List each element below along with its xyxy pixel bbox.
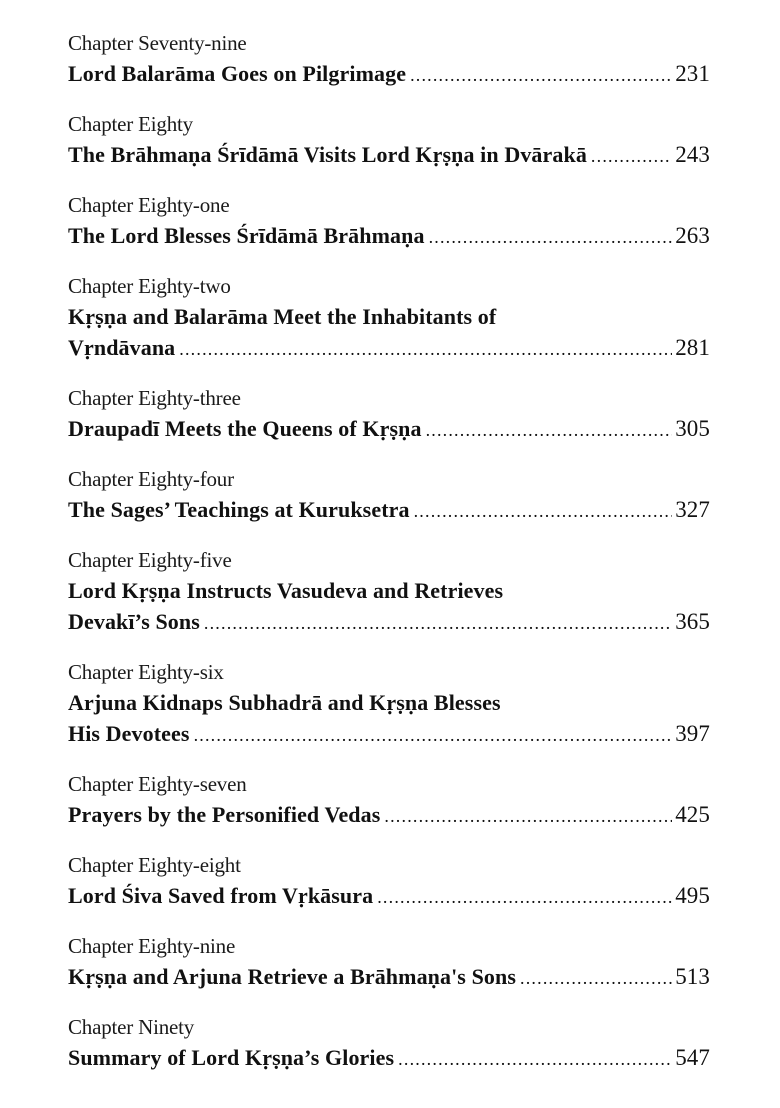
- dot-leader: [194, 720, 673, 751]
- toc-entry: [68, 383, 710, 444]
- chapter-title: Lord Balarāma Goes on Pilgrimage: [68, 61, 407, 86]
- dot-leader: [520, 963, 672, 994]
- page-number: 365: [675, 609, 710, 634]
- toc-entry: [68, 931, 710, 992]
- chapter-title: Summary of Lord Kṛṣṇa’s Glories: [68, 1045, 395, 1070]
- toc-link[interactable]: [68, 220, 710, 251]
- toc-link[interactable]: [68, 606, 710, 637]
- page-number: 547: [675, 1045, 710, 1070]
- dot-leader: [429, 222, 673, 253]
- toc-link[interactable]: [68, 332, 710, 363]
- toc-link[interactable]: [68, 494, 710, 525]
- toc-link[interactable]: [68, 799, 710, 830]
- toc-link[interactable]: [68, 961, 710, 992]
- dot-leader: [410, 60, 672, 91]
- page-number: 281: [675, 335, 710, 360]
- dot-leader: [414, 496, 673, 527]
- page-number: 243: [675, 142, 710, 167]
- chapter-title: The Sages’ Teachings at Kuruksetra: [68, 497, 410, 522]
- chapter-title-line-1[interactable]: Arjuna Kidnaps Subhadrā and Kṛṣṇa Blesses: [68, 690, 501, 715]
- page-number: 495: [675, 883, 710, 908]
- toc-entry: [68, 1012, 710, 1073]
- toc-entry: [68, 464, 710, 525]
- chapter-label: Chapter Eighty-four: [68, 467, 234, 491]
- chapter-title-line-2: Vṛndāvana: [68, 335, 176, 360]
- dot-leader: [426, 415, 673, 446]
- dot-leader: [591, 141, 672, 172]
- dot-leader: [179, 334, 672, 365]
- toc-entry: [68, 109, 710, 170]
- chapter-label: Chapter Seventy-nine: [68, 31, 247, 55]
- chapter-label: Chapter Eighty-nine: [68, 934, 236, 958]
- dot-leader: [204, 608, 672, 639]
- chapter-title: Prayers by the Personified Vedas: [68, 802, 381, 827]
- chapter-label: Chapter Eighty-six: [68, 660, 224, 684]
- toc-link[interactable]: [68, 880, 710, 911]
- toc-entry: [68, 190, 710, 251]
- chapter-label: Chapter Eighty: [68, 112, 193, 136]
- toc-entry: [68, 28, 710, 89]
- dot-leader: [377, 882, 672, 913]
- chapter-label: Chapter Eighty-seven: [68, 772, 247, 796]
- chapter-title: Draupadī Meets the Queens of Kṛṣṇa: [68, 416, 422, 441]
- table-of-contents: [68, 28, 710, 1093]
- dot-leader: [384, 801, 672, 832]
- toc-link[interactable]: [68, 413, 710, 444]
- chapter-title: Kṛṣṇa and Arjuna Retrieve a Brāhmaṇa's Sons: [68, 964, 517, 989]
- chapter-title-line-1[interactable]: Kṛṣṇa and Balarāma Meet the Inhabitants of: [68, 304, 497, 329]
- page-number: 305: [675, 416, 710, 441]
- chapter-title: The Lord Blesses Śrīdāmā Brāhmaṇa: [68, 223, 425, 248]
- chapter-label: Chapter Ninety: [68, 1015, 195, 1039]
- page-number: 513: [675, 964, 710, 989]
- toc-entry: [68, 271, 710, 363]
- chapter-label: Chapter Eighty-five: [68, 548, 232, 572]
- toc-link[interactable]: [68, 139, 710, 170]
- toc-link[interactable]: [68, 718, 710, 749]
- toc-entry: [68, 769, 710, 830]
- page-number: 263: [675, 223, 710, 248]
- page-number: 397: [675, 721, 710, 746]
- dot-leader: [398, 1044, 672, 1075]
- chapter-title-line-2: His Devotees: [68, 721, 190, 746]
- chapter-label: Chapter Eighty-eight: [68, 853, 241, 877]
- chapter-label: Chapter Eighty-two: [68, 274, 231, 298]
- toc-link[interactable]: [68, 58, 710, 89]
- chapter-label: Chapter Eighty-one: [68, 193, 230, 217]
- chapter-label: Chapter Eighty-three: [68, 386, 241, 410]
- toc-link[interactable]: [68, 1042, 710, 1073]
- chapter-title-line-2: Devakī’s Sons: [68, 609, 200, 634]
- page-number: 231: [675, 61, 710, 86]
- page-number: 327: [675, 497, 710, 522]
- toc-entry: [68, 545, 710, 637]
- chapter-title: Lord Śiva Saved from Vṛkāsura: [68, 883, 374, 908]
- chapter-title: The Brāhmaṇa Śrīdāmā Visits Lord Kṛṣṇa in Dvārakā: [68, 142, 587, 167]
- page-number: 425: [675, 802, 710, 827]
- toc-entry: [68, 850, 710, 911]
- toc-entry: [68, 657, 710, 749]
- chapter-title-line-1[interactable]: Lord Kṛṣṇa Instructs Vasudeva and Retrieves: [68, 578, 504, 603]
